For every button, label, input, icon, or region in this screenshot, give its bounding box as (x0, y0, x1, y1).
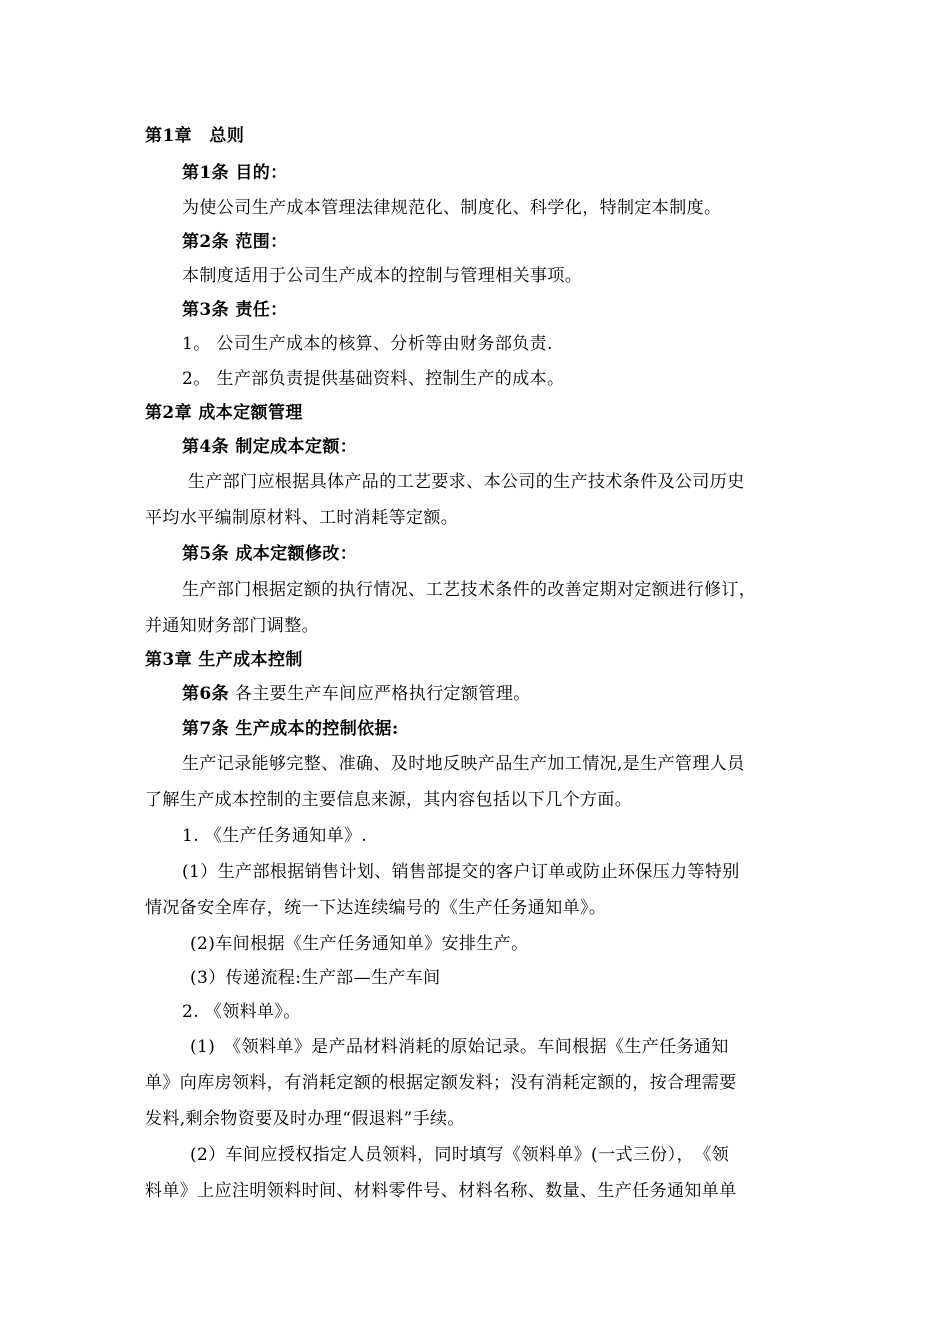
chapter-2-heading: 第2章 成本定额管理 (145, 403, 303, 423)
article-5-body-line-1: 生产部门根据定额的执行情况、工艺技术条件的改善定期对定额进行修订， (182, 580, 757, 600)
article-5-heading: 第5条 成本定额修改： (182, 544, 358, 564)
article-7-body-line-2: 了解生产成本控制的主要信息来源，其内容包括以下几个方面。 (145, 790, 633, 810)
article-6-line (182, 677, 950, 711)
article-4-body-line-2: 平均水平编制原材料、工时消耗等定额。 (145, 508, 459, 528)
article-7-body-line-1: 生产记录能够完整、准确、及时地反映产品生产加工情况,是生产管理人员 (182, 754, 745, 774)
article-2-heading: 第2条 范围： (182, 232, 288, 252)
article-4-body-line-1: 生产部门应根据具体产品的工艺要求、本公司的生产技术条件及公司历史 (182, 472, 745, 492)
list-item-1-sub-2: (2)车间根据《生产任务通知单》安排生产。 (190, 934, 529, 954)
article-1-heading: 第1条 目的： (182, 163, 288, 183)
article-3-item-2: 2。 生产部负责提供基础资料、控制生产的成本。 (182, 369, 565, 389)
list-item-2-title: 2. 《领料单》。 (182, 1002, 301, 1022)
article-4-heading: 第4条 制定成本定额： (182, 437, 358, 457)
list-item-2-sub-2-line-2: 料单》上应注明领料时间、材料零件号、材料名称、数量、生产任务通知单单 (145, 1181, 737, 1201)
list-item-2-sub-1-line-1: (1) 《领料单》是产品材料消耗的原始记录。车间根据《生产任务通知 (190, 1037, 729, 1057)
article-6-body: 各主要生产车间应严格执行定额管理。 (229, 684, 531, 704)
article-2-body: 本制度适用于公司生产成本的控制与管理相关事项。 (182, 266, 583, 286)
list-item-1-sub-3: (3）传递流程:生产部—生产车间 (190, 968, 441, 988)
article-1-body: 为使公司生产成本管理法律规范化、制度化、科学化，特制定本制度。 (182, 198, 722, 218)
article-3-heading: 第3条 责任： (182, 300, 288, 320)
list-item-1-sub-1-line-2: 情况备安全库存，统一下达连续编号的《生产任务通知单》。 (145, 898, 607, 918)
list-item-2-sub-1-line-3: 发料,剩余物资要及时办理“假退料”手续。 (145, 1109, 465, 1129)
list-item-2-sub-1-line-2: 单》向库房领料，有消耗定额的根据定额发料；没有消耗定额的，按合理需要 (145, 1073, 737, 1093)
article-5-body-line-2: 并通知财务部门调整。 (145, 616, 319, 636)
article-3-item-1: 1。 公司生产成本的核算、分析等由财务部负责. (182, 334, 553, 354)
chapter-3-heading: 第3章 生产成本控制 (145, 650, 303, 670)
list-item-1-title: 1. 《生产任务通知单》. (182, 826, 368, 846)
chapter-1-heading: 第1章 总则 (145, 126, 245, 146)
list-item-1-sub-1-line-1: (1）生产部根据销售计划、销售部提交的客户订单或防止环保压力等特别 (182, 862, 740, 882)
article-7-heading: 第7条 生产成本的控制依据: (182, 719, 399, 739)
list-item-2-sub-2-line-1: (2）车间应授权指定人员领料，同时填写《领料单》(一式三份）， 《领 (190, 1145, 730, 1165)
article-6-label: 第6条 (182, 684, 230, 704)
